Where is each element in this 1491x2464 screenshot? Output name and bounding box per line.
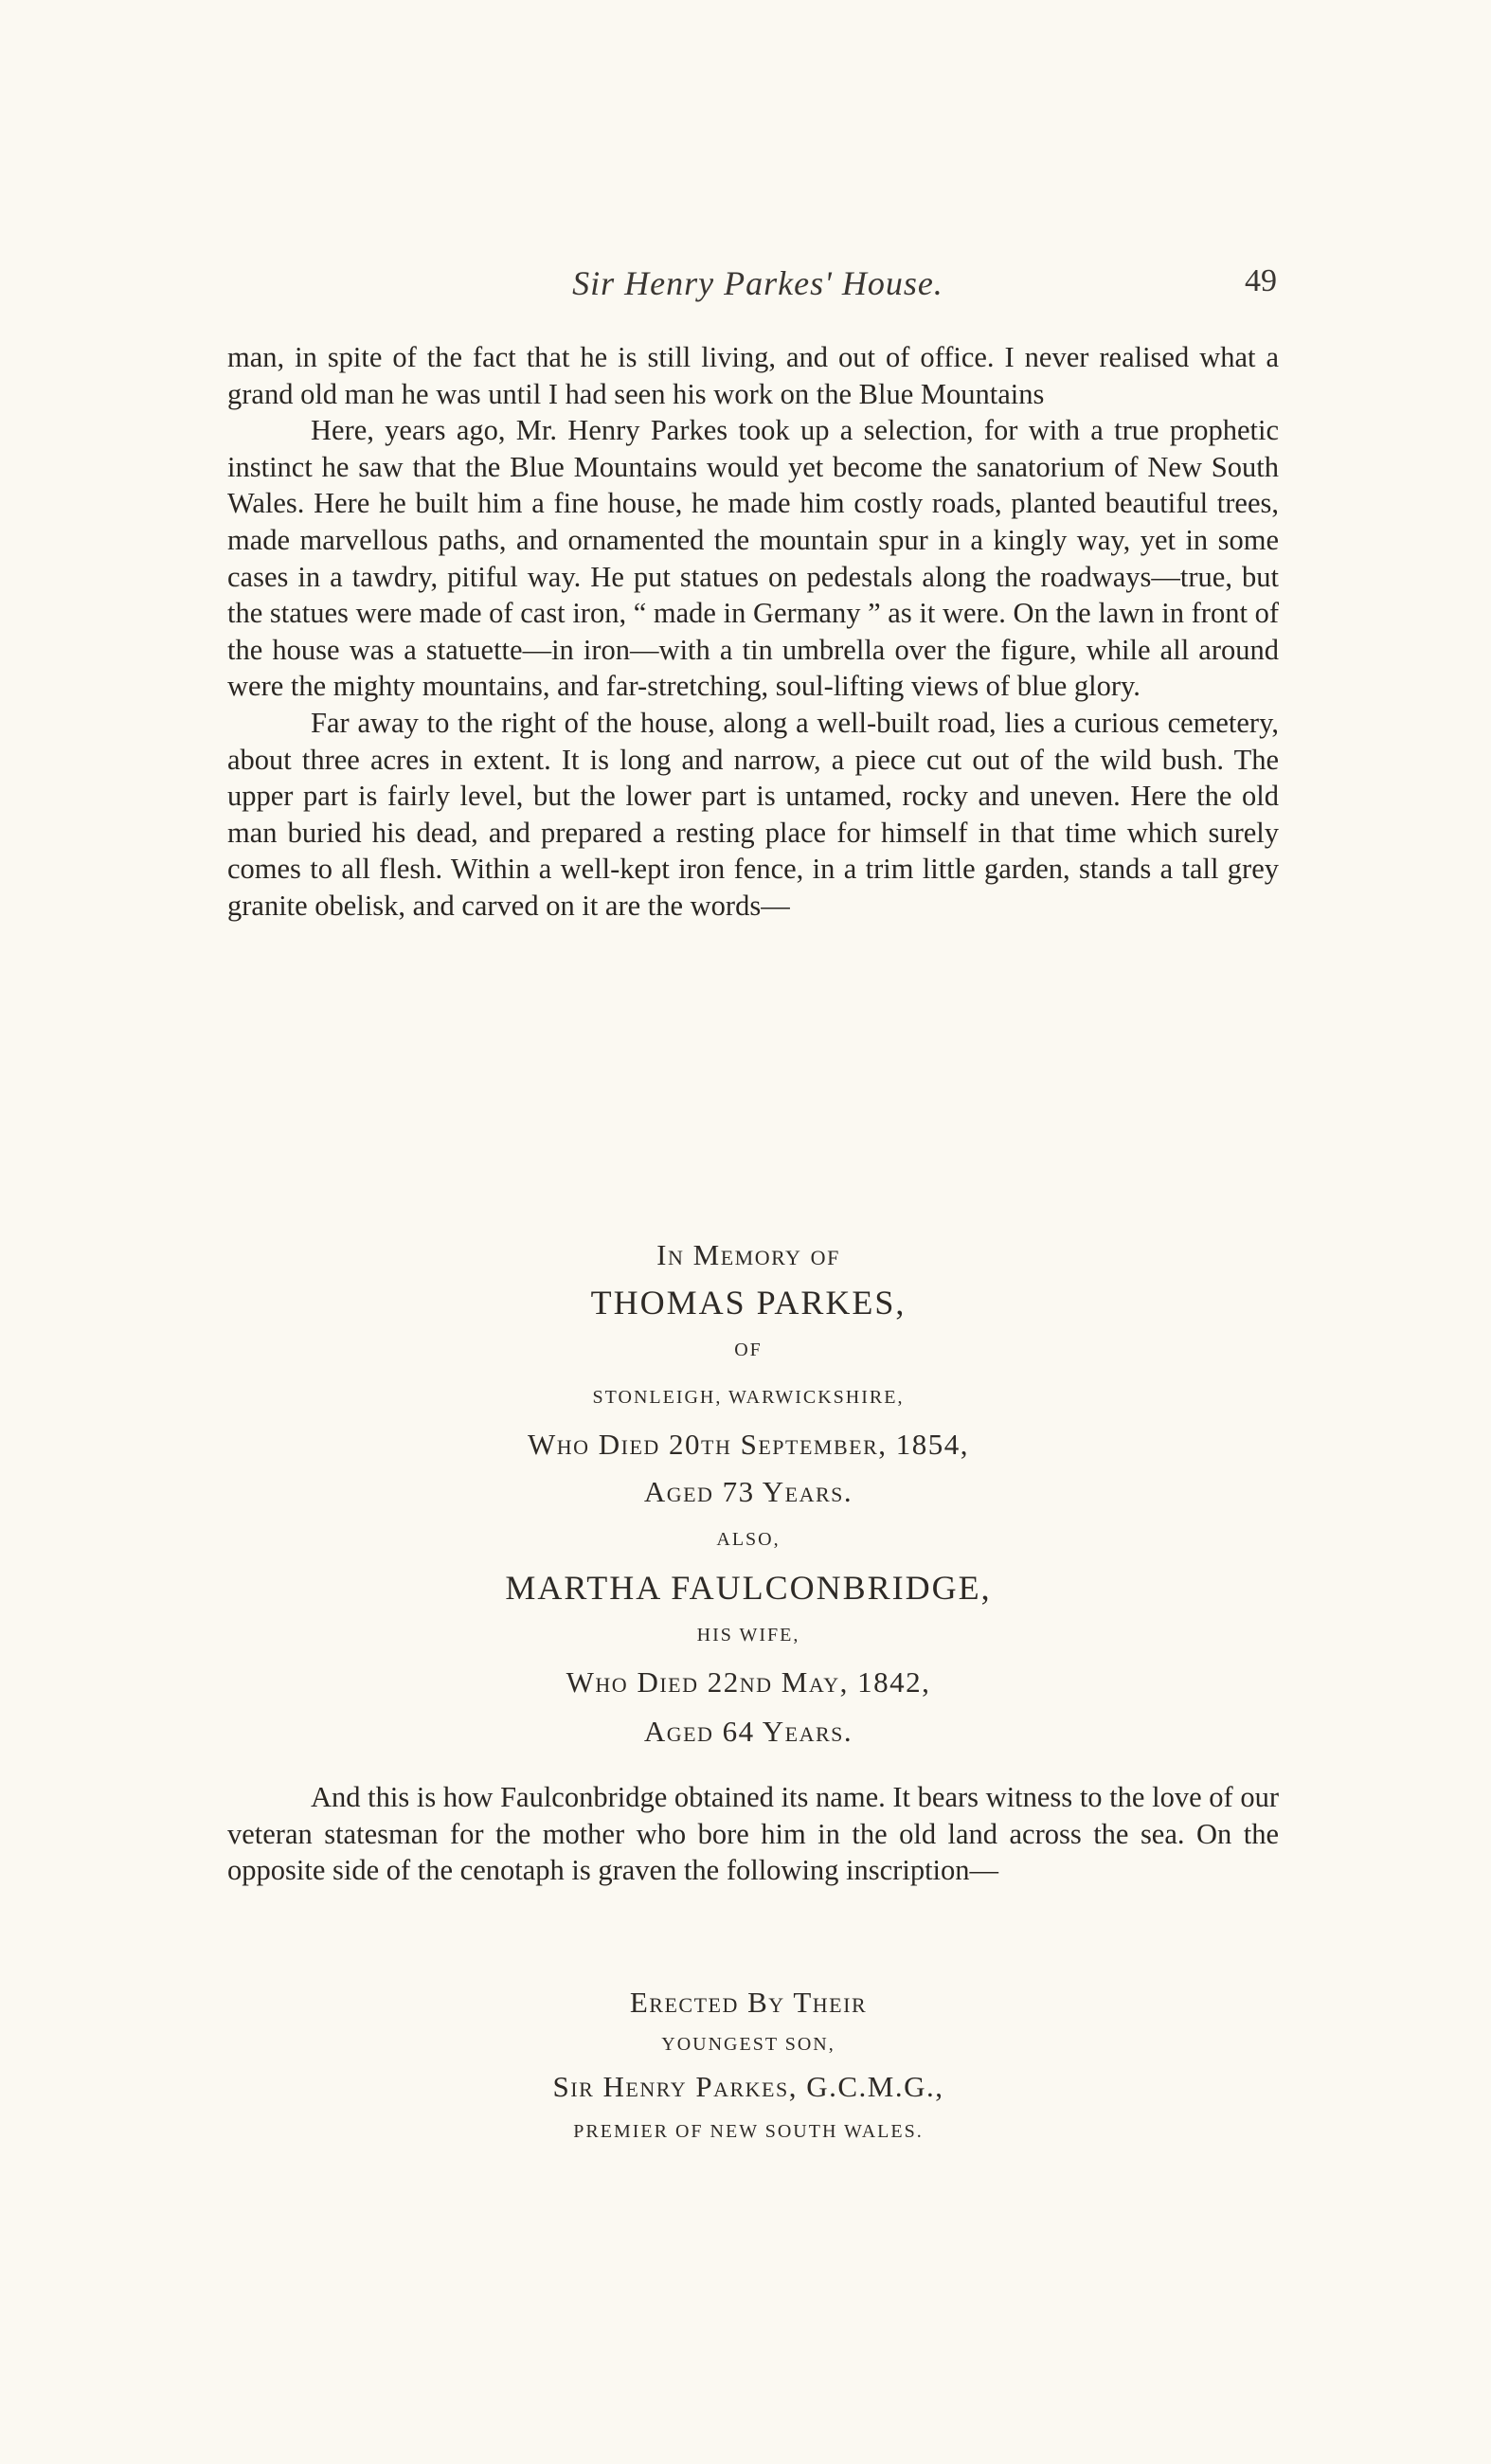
paragraph: And this is how Faulconbridge obtained its name. It bears witness to the love of our veteran statesman for the mother who bore him in the old land across the sea. On the opposite side of the cenotaph is graven the following inscription— — [227, 1781, 1279, 1887]
paragraph: Here, years ago, Mr. Henry Parkes took up a selection, for with a true prophetic instinct he saw that the Blue Mountains would yet become the sanatorium of New South Wales. Here he built him a fine house, he made him costly roads, planted beautiful trees, made marvellous paths, and ornamented the mountain spur in a kingly way, yet in some cases in a tawdry, pitiful way. He put statues on pedestals along the roadways—true, but the statues were made of cast iron, “ made in Germany ” as it were. On the lawn in front of the house was a statuette—in iron—with a tin umbrella over the figure, while all around were the mighty mountains, and far-stretching, soul-lifting views of blue glory. — [227, 414, 1279, 703]
paragraph-continued: man, in spite of the fact that he is still living, and out of office. I never realised what a grand old man he was until I had seen his work on the Blue Mountains — [227, 341, 1279, 410]
inscription-line: YOUNGEST SON, — [661, 2034, 835, 2055]
inscription-line: HIS WIFE, — [696, 1625, 800, 1646]
inscription-line: Aged 73 Years. — [643, 1475, 853, 1508]
inscription-line: Sir Henry Parkes, G.C.M.G., — [552, 2070, 944, 2103]
inscription-line: Erected By Their — [629, 1986, 868, 2019]
inscription-line: Who Died 22nd May, 1842, — [566, 1665, 931, 1699]
page-header — [227, 263, 1288, 311]
inscription-line: Aged 64 Years. — [643, 1715, 853, 1748]
inscription-line: Who Died 20th September, 1854, — [527, 1428, 970, 1461]
inscription-name: MARTHA FAULCONBRIDGE, — [505, 1569, 992, 1607]
obelisk-inscription — [275, 1232, 1222, 1756]
body-text — [227, 339, 1279, 925]
page-number: 49 — [1245, 263, 1277, 298]
paragraph: Far away to the right of the house, along a well-built road, lies a curious cemetery, about three acres in extent. It is long and narrow, a piece cut out of the wild bush. The upper part is fairly level, but the lower part is untamed, rocky and uneven. Here the old man buried his dead, and prepared a resting place for himself in that time which surely comes to all flesh. Within a well-kept iron fence, in a trim little garden, stands a tall grey granite obelisk, and carved on it are the words— — [227, 706, 1279, 922]
inscription-line: STONLEIGH, WARWICKSHIRE, — [592, 1387, 905, 1408]
inscription-line: OF — [734, 1340, 763, 1360]
inscription-name: THOMAS PARKES, — [590, 1284, 907, 1322]
cenotaph-inscription — [275, 1980, 1222, 2152]
inscription-line: In Memory of — [656, 1238, 840, 1271]
inscription-line: ALSO, — [716, 1529, 781, 1550]
inscription-line: PREMIER OF NEW SOUTH WALES. — [573, 2121, 924, 2142]
body-text-continued — [227, 1779, 1279, 1889]
running-title: Sir Henry Parkes' House. — [572, 264, 943, 302]
